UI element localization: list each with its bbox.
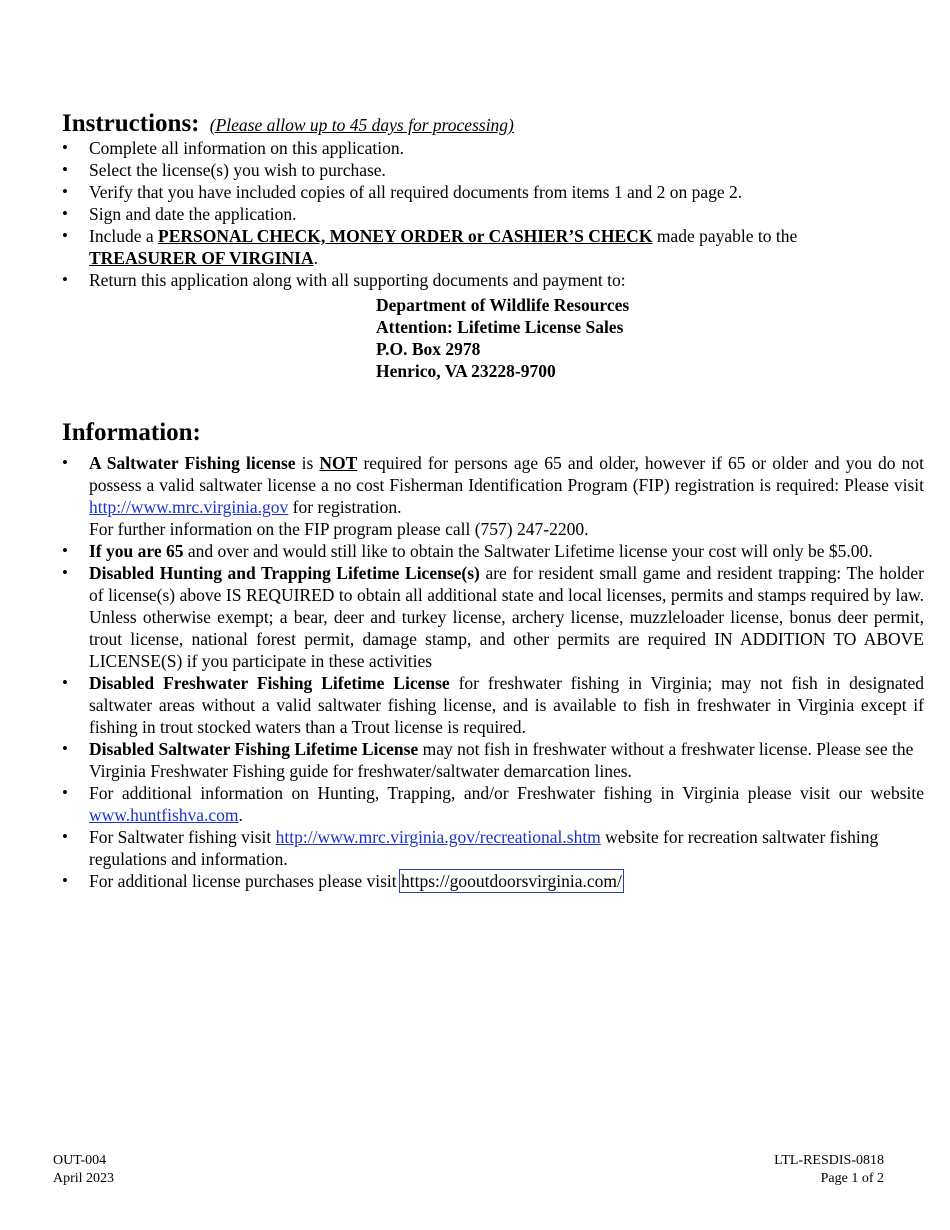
list-item-saltwater: • A Saltwater Fishing license is NOT required for persons age 65 and older, however if 65 or older and you do not possess a valid saltwater license a no cost Fisherman Identification Program (FIP) registration is required: Please visit http://www.mrc.virginia.gov for registration. For further information on the FIP program please call (757) 247-2200. — [62, 452, 924, 540]
gooutdoors-link[interactable]: https://gooutdoorsvirginia.com/ — [401, 871, 622, 891]
payment-method: PERSONAL CHECK, MONEY ORDER or CASHIER’S CHECK — [158, 226, 653, 246]
huntfishva-link[interactable]: www.huntfishva.com — [89, 805, 239, 825]
footer-left — [53, 1152, 114, 1188]
list-item-freshwater: • Disabled Freshwater Fishing Lifetime License for freshwater fishing in Virginia; may not fish in designated saltwater areas without a valid saltwater fishing license, and is available to fish in freshwater in Virginia except if fishing in trout stocked waters than a Trout license is required. — [62, 672, 924, 738]
instructions-title: Instructions: — [62, 110, 200, 137]
instructions-heading — [62, 109, 514, 140]
processing-note: (Please allow up to 45 days for processing) — [209, 115, 514, 135]
list-item-age65: • If you are 65 and over and would still like to obtain the Saltwater Lifetime license your cost will only be $5.00. — [62, 540, 924, 562]
list-item-saltwater-lifetime: • Disabled Saltwater Fishing Lifetime License may not fish in freshwater without a freshwater license. Please see the Virginia Freshwater Fishing guide for freshwater/saltwater demarcation lines. — [62, 738, 924, 782]
mailing-address — [376, 294, 629, 382]
list-item-hunting: • Disabled Hunting and Trapping Lifetime License(s) are for resident small game and resident trapping: The holder of license(s) above IS REQUIRED to obtain all additional state and local licenses, permits and stamps required by law. Unless otherwise exempt; a bear, deer and turkey license, archery license, muzzleloader license, bonus deer permit, trout license, national forest permit, damage stamp, and other permits are required IN ADDITION TO ABOVE LICENSE(S) if you participate in these activities — [62, 562, 924, 672]
address-line: Henrico, VA 23228-9700 — [376, 361, 556, 381]
list-item-return: • Return this application along with all supporting documents and payment to: — [62, 269, 924, 291]
list-item: • Verify that you have included copies of all required documents from items 1 and 2 on page 2. — [62, 181, 924, 203]
fip-phone-line: For further information on the FIP program please call (757) 247-2200. — [89, 519, 589, 539]
list-item: • Sign and date the application. — [62, 203, 924, 225]
form-number: OUT-004 — [53, 1153, 107, 1168]
page-number: Page 1 of 2 — [820, 1171, 884, 1186]
information-heading: Information: — [62, 419, 201, 446]
address-line: Department of Wildlife Resources — [376, 295, 630, 315]
list-item-payment: • Include a PERSONAL CHECK, MONEY ORDER or CASHIER’S CHECK made payable to the TREASURER OF VIRGINIA. — [62, 225, 924, 269]
information-list — [62, 452, 924, 892]
list-item: • Complete all information on this application. — [62, 137, 924, 159]
instructions-list — [62, 137, 924, 291]
mrc-link[interactable]: http://www.mrc.virginia.gov — [89, 497, 289, 517]
payee: TREASURER OF VIRGINIA — [89, 248, 314, 268]
list-item-additional-info: • For additional information on Hunting, Trapping, and/or Freshwater fishing in Virginia please visit our website www.huntfishva.com. — [62, 782, 924, 826]
not-emphasis: NOT — [319, 453, 358, 473]
address-line: P.O. Box 2978 — [376, 339, 481, 359]
form-date: April 2023 — [53, 1171, 115, 1186]
list-item-purchases: • For additional license purchases please visit https://gooutdoorsvirginia.com/ — [62, 870, 924, 892]
list-item-saltwater-visit: • For Saltwater fishing visit http://www.mrc.virginia.gov/recreational.shtm website for recreation saltwater fishing regulations and information. — [62, 826, 924, 870]
list-item: • Select the license(s) you wish to purchase. — [62, 159, 924, 181]
address-line: Attention: Lifetime License Sales — [376, 317, 624, 337]
mrc-recreational-link[interactable]: http://www.mrc.virginia.gov/recreational.shtm — [275, 827, 601, 847]
form-code: LTL-RESDIS-0818 — [774, 1153, 884, 1168]
footer-right — [774, 1152, 884, 1188]
